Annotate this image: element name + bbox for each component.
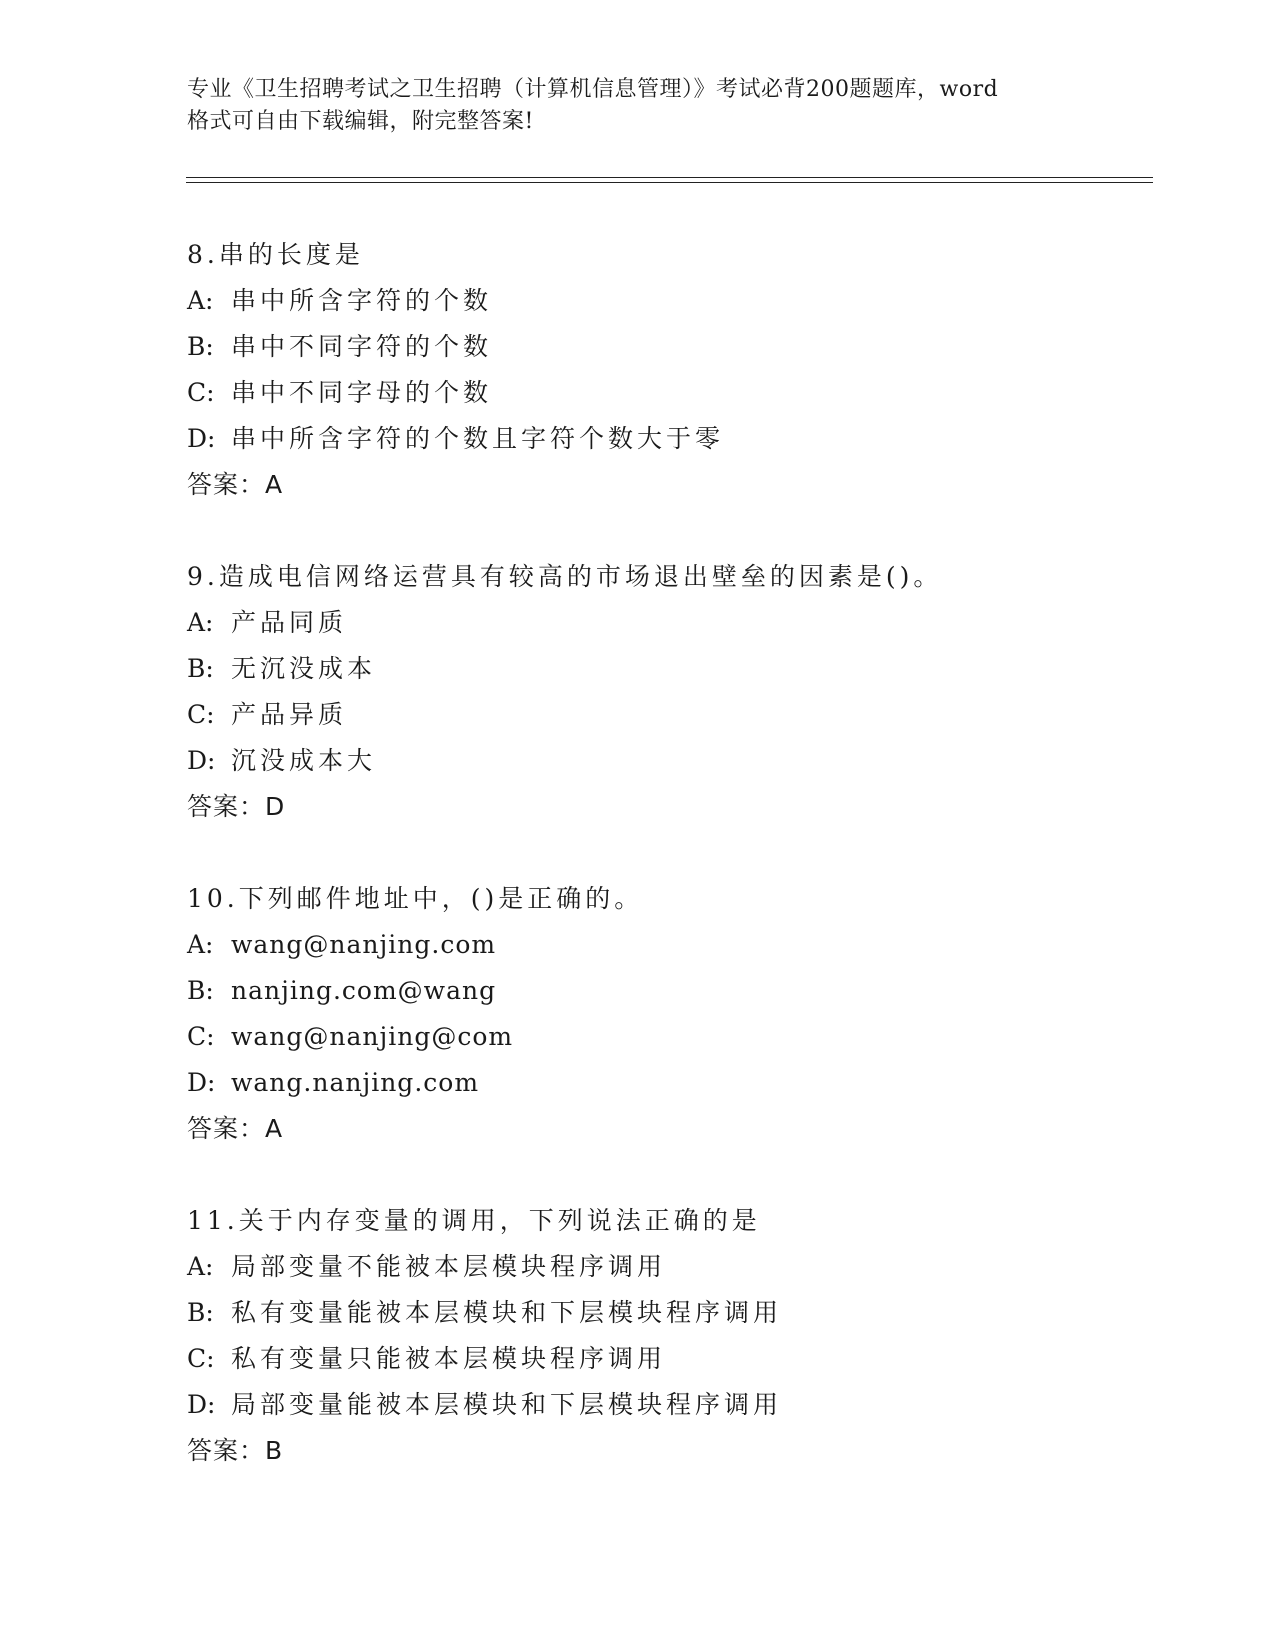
option-letter: B:: [187, 976, 214, 1005]
question-9: [187, 554, 1187, 830]
option-text: 沉没成本大: [231, 746, 377, 775]
question-11: [187, 1198, 1187, 1474]
option-text: 私有变量能被本层模块和下层模块程序调用: [231, 1298, 783, 1327]
option-d: [187, 1382, 1187, 1428]
option-letter: C:: [187, 378, 215, 407]
option-a: [187, 922, 1187, 968]
option-text: 串中所含字符的个数: [231, 286, 493, 315]
option-b: [187, 1290, 1187, 1336]
header-line-1: 专业《卫生招聘考试之卫生招聘（计算机信息管理）》考试必背200题题库，word: [187, 77, 999, 102]
option-a: [187, 1244, 1187, 1290]
option-text: 无沉没成本: [231, 654, 377, 683]
option-text: wang@nanjing.com: [231, 930, 497, 959]
option-c: [187, 692, 1187, 738]
option-letter: A:: [187, 1252, 214, 1281]
option-letter: C:: [187, 1344, 215, 1373]
option-letter: A:: [187, 286, 214, 315]
option-letter: B:: [187, 1298, 214, 1327]
question-10: [187, 876, 1187, 1152]
option-text: 局部变量不能被本层模块程序调用: [231, 1252, 667, 1281]
question-stem: 10.下列邮件地址中，()是正确的。: [187, 884, 644, 913]
document-header: [187, 74, 1107, 138]
option-a: [187, 600, 1187, 646]
answer: 答案：B: [187, 1436, 284, 1465]
option-letter: B:: [187, 332, 214, 361]
question-stem: 9.造成电信网络运营具有较高的市场退出壁垒的因素是()。: [187, 562, 943, 591]
option-d: [187, 738, 1187, 784]
header-line-2: 格式可自由下载编辑，附完整答案!: [187, 109, 534, 134]
option-letter: B:: [187, 654, 214, 683]
option-letter: A:: [187, 930, 214, 959]
option-a: [187, 278, 1187, 324]
option-c: [187, 1014, 1187, 1060]
option-text: wang.nanjing.com: [231, 1068, 480, 1097]
header-divider-bottom: [186, 182, 1153, 183]
option-d: [187, 1060, 1187, 1106]
option-letter: C:: [187, 700, 215, 729]
question-8: [187, 232, 1187, 508]
option-text: 产品同质: [231, 608, 348, 637]
option-text: 串中不同字母的个数: [231, 378, 493, 407]
option-letter: D:: [187, 1390, 216, 1419]
option-text: 局部变量能被本层模块和下层模块程序调用: [231, 1390, 783, 1419]
answer: 答案：D: [187, 792, 286, 821]
option-letter: A:: [187, 608, 214, 637]
question-list: [187, 232, 1187, 1520]
option-text: 私有变量只能被本层模块程序调用: [231, 1344, 667, 1373]
option-letter: D:: [187, 424, 216, 453]
answer: 答案：A: [187, 470, 284, 499]
option-letter: D:: [187, 1068, 216, 1097]
option-c: [187, 370, 1187, 416]
option-text: 产品异质: [231, 700, 348, 729]
option-text: nanjing.com@wang: [231, 976, 497, 1005]
question-stem: 11.关于内存变量的调用，下列说法正确的是: [187, 1206, 761, 1235]
option-text: wang@nanjing@com: [231, 1022, 514, 1051]
option-c: [187, 1336, 1187, 1382]
question-stem: 8.串的长度是: [187, 240, 364, 269]
option-b: [187, 646, 1187, 692]
option-d: [187, 416, 1187, 462]
answer: 答案：A: [187, 1114, 284, 1143]
option-letter: D:: [187, 746, 216, 775]
option-b: [187, 968, 1187, 1014]
option-b: [187, 324, 1187, 370]
option-text: 串中所含字符的个数且字符个数大于零: [231, 424, 725, 453]
header-divider-top: [186, 177, 1153, 178]
option-text: 串中不同字符的个数: [231, 332, 493, 361]
option-letter: C:: [187, 1022, 215, 1051]
